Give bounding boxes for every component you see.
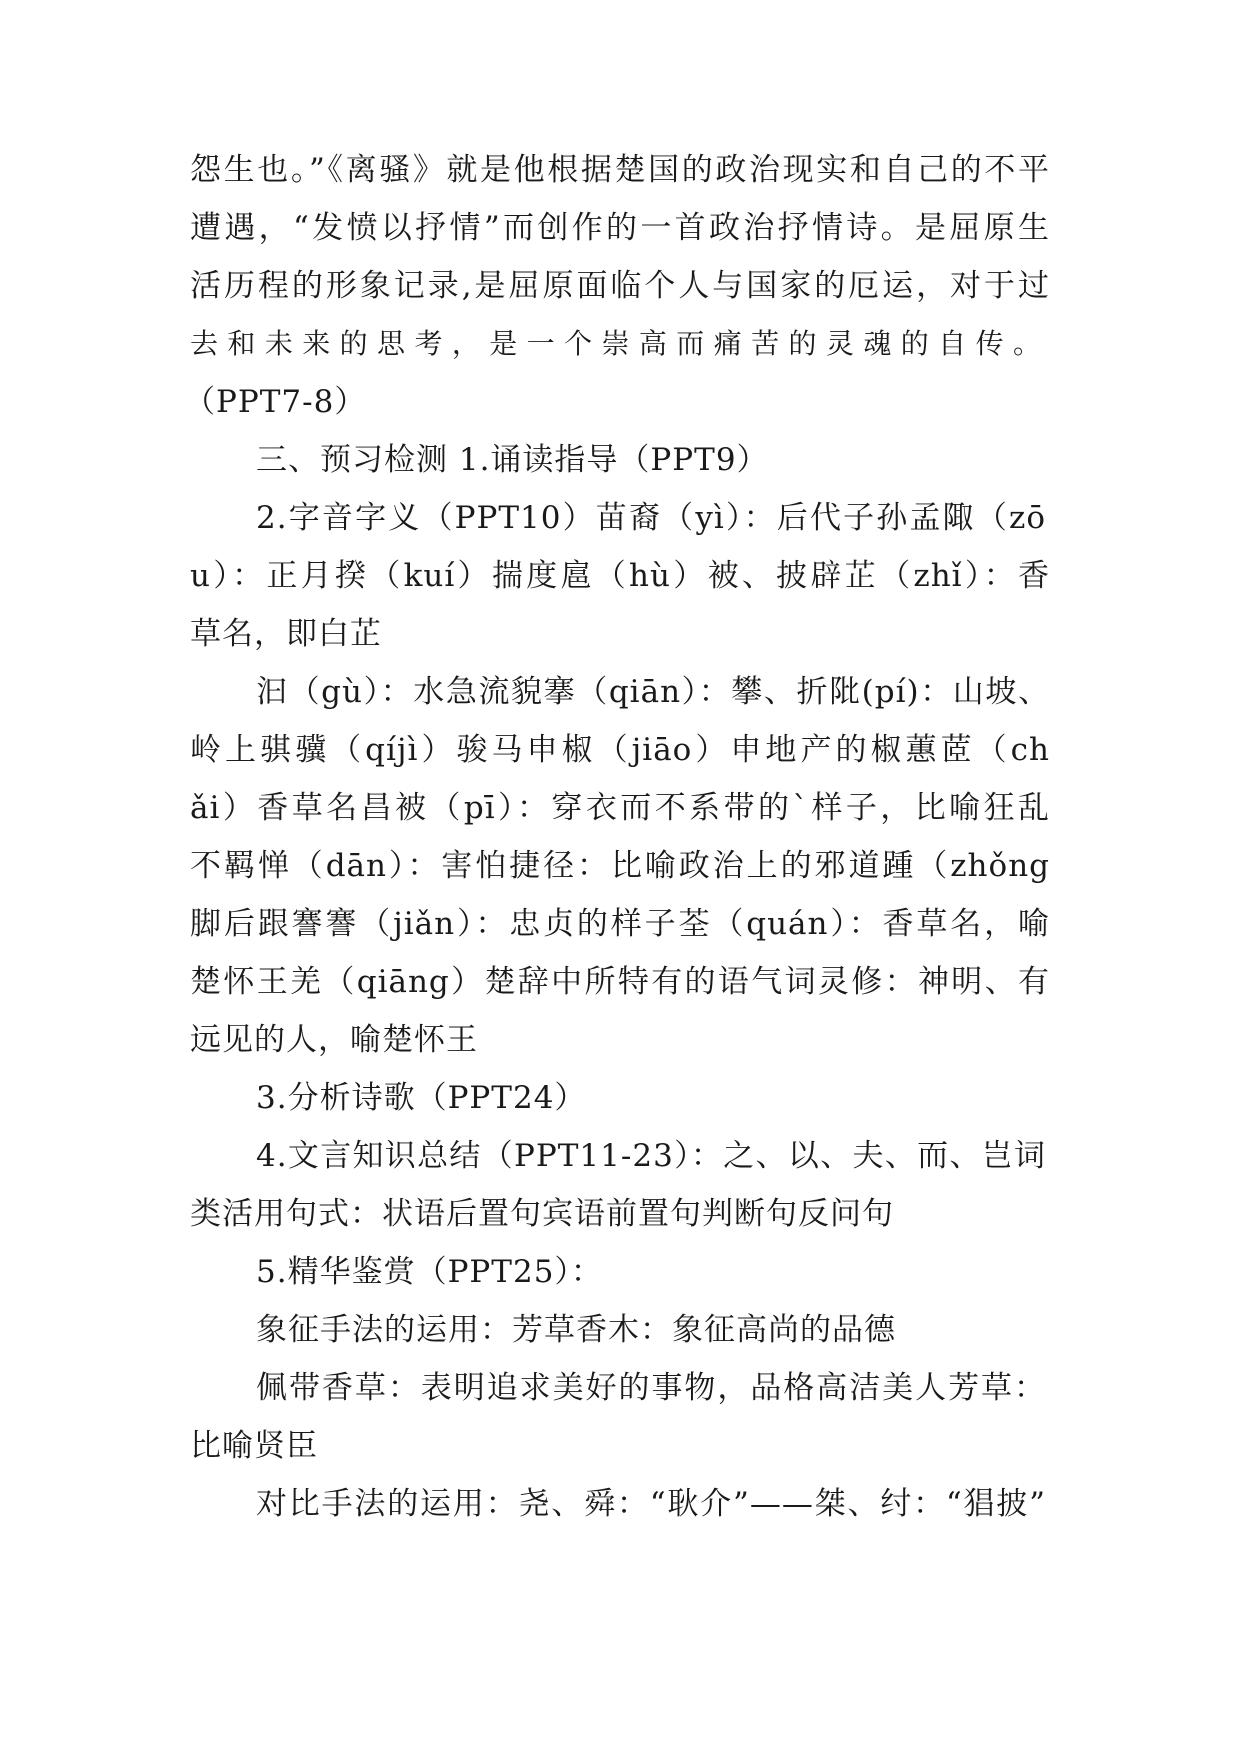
text-line-7: 2.字音字义（PPT10）苗裔（yì）：后代子孙孟陬（zō xyxy=(256,500,1046,536)
text-line-5: （PPT7-8） xyxy=(184,384,367,420)
text-line-15: 楚怀王羌（qiāng）楚辞中所特有的语气词灵修：神明、有 xyxy=(190,964,1050,1000)
text-line-12: ǎi）香草名昌被（pī）：穿衣而不系带的`样子，比喻狂乱 xyxy=(190,790,1050,826)
text-line-2: 遭遇，“发愤以抒情”而创作的一首政治抒情诗。是屈原生 xyxy=(190,210,1050,246)
text-line-13: 不羁惮（dān）：害怕捷径：比喻政治上的邪道踵（zhǒng xyxy=(190,848,1050,884)
text-line-9: 草名，即白芷 xyxy=(190,616,382,652)
text-line-23: 比喻贤臣 xyxy=(190,1428,318,1464)
text-line-19: 类活用句式：状语后置句宾语前置句判断句反问句 xyxy=(190,1196,894,1232)
text-line-22: 佩带香草：表明追求美好的事物，品格高洁美人芳草： xyxy=(256,1370,1046,1406)
text-line-16: 远见的人，喻楚怀王 xyxy=(190,1022,478,1058)
text-line-1: 怨生也。”《离骚》就是他根据楚国的政治现实和自己的不平 xyxy=(190,152,1050,188)
section-heading-classical-knowledge: 4.文言知识总结（PPT11-23）：之、以、夫、而、岂词 xyxy=(256,1138,1046,1174)
section-heading-appreciation: 5.精华鉴赏（PPT25）： xyxy=(256,1254,603,1290)
text-line-10: 汩（gù）：水急流貌搴（qiān）：攀、折阰(pí)：山坡、 xyxy=(256,674,1050,710)
text-line-11: 岭上骐骥（qíjì）骏马申椒（jiāo）申地产的椒蕙茝（ch xyxy=(190,732,1050,768)
text-line-14: 脚后跟謇謇（jiǎn）：忠贞的样子荃（quán）：香草名，喻 xyxy=(190,906,1050,942)
text-line-8: u）：正月揆（kuí）揣度扈（hù）被、披辟芷（zhǐ）：香 xyxy=(190,558,1050,594)
text-line-3: 活历程的形象记录,是屈原面临个人与国家的厄运，对于过 xyxy=(190,268,1050,304)
text-line-24: 对比手法的运用：尧、舜：“耿介”——桀、纣：“猖披” xyxy=(256,1486,1046,1522)
text-line-21: 象征手法的运用：芳草香木：象征高尚的品德 xyxy=(256,1312,896,1348)
text-line-4: 去和未来的思考，是一个崇高而痛苦的灵魂的自传。 xyxy=(190,327,1050,360)
section-heading-preview-check: 三、预习检测 1.诵读指导（PPT9） xyxy=(256,442,769,478)
section-heading-analyze-poem: 3.分析诗歌（PPT24） xyxy=(256,1080,587,1116)
